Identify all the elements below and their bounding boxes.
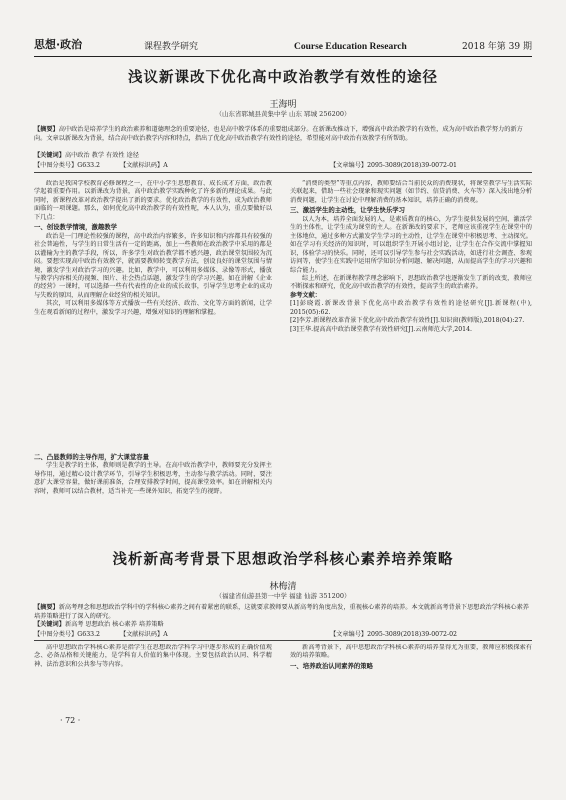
abstract-label: 【摘要】 xyxy=(34,604,59,611)
keywords-label: 【关键词】 xyxy=(34,152,65,159)
body-paragraph: 高中思想政治学科核心素养是指学生在思想政治学科学习中逐步形成的正确价值观念、必备品格和关键能力，是学科育人价值的集中体现。主要包括政治认同、科学精神、法治意识和公共参与等内容。 xyxy=(34,644,272,668)
reference-item: [2]李芳.新课程改革背景下优化高中政治教学有效性[J].知识窗(教师版),2018(04):27. xyxy=(290,317,525,325)
article2-id: 【文章编号】2095-3089(2018)39-0072-02 xyxy=(330,631,457,638)
article1-keywords xyxy=(34,152,532,161)
article2-keywords xyxy=(34,621,532,630)
page-number: · 72 · xyxy=(60,716,81,725)
article1-id: 【文章编号】2095-3089(2018)39-0072-01 xyxy=(330,162,457,169)
page-header xyxy=(34,40,532,54)
section-heading: 二、凸显教师的主导作用，扩大课堂容量 xyxy=(34,453,150,461)
article2-left-column xyxy=(34,644,272,704)
section-label: 思想·政治 xyxy=(34,38,83,51)
keywords-label: 【关键词】 xyxy=(34,621,65,628)
body-paragraph: 以人为本，培养全面发展的人，是素质教育的核心，为学生提供发展的空间，激活学生的主体性，让学生成为课堂的主人。在新课改的要求下，老师应该重视学生在课堂中的主体地位，通过多种方式激发学生学习的主动性，让学生在课堂中积极思考、主动探究。如在学习有关经济的知识时，可以组织学生开展小组讨论，让学生在合作交流中掌握知识，体验学习的快乐。同时，还可以引导学生参与社会实践活动，如进行社会调查、参观访问等，使学生在实践中运用所学知识分析问题、解决问题，从而提高学生的学习兴趣和综合能力。 xyxy=(290,215,532,274)
section-heading: 三、激活学生的主动性，让学生快乐学习 xyxy=(290,206,406,215)
column-label: 课程教学研究 xyxy=(144,42,199,52)
article2-author: 林梅清 xyxy=(269,582,297,592)
article2-title: 浅析新高考背景下思想政治学科核心素养培养策略 xyxy=(112,551,454,568)
header-rule xyxy=(34,56,532,57)
journal-name: Course Education Research xyxy=(294,42,407,52)
article2-classification xyxy=(34,631,532,639)
article2-rule xyxy=(34,640,532,641)
document-code: 【文献标识码】A xyxy=(119,162,168,169)
article1-title: 浅议新课改下优化高中政治教学有效性的途径 xyxy=(128,69,438,86)
reference-item: [1]彭晓霞.新课改背景下优化高中政治教学有效性的途径研究[J].新课程(中), 2015(05):62. xyxy=(290,300,532,316)
keywords-text: 高中政治 教学 有效性 途径 xyxy=(64,152,139,159)
abstract-text: 新高考理念和思想政治学科中的学科核心素养之间有着紧密的联系，这就要求教师要从新高考的角度出发，重视核心素养的培养。本文就新高考背景下思想政治学科核心素养培养策略进行了深入的研究。 xyxy=(34,604,529,620)
article1-rule xyxy=(34,172,532,173)
article1-classification xyxy=(34,162,532,170)
body-paragraph: 政治是我国学校教育必修课程之一，在中小学生思想教育、成长成才方面，政治教学起着重要作用。以新课改为背景，高中政治教学实践种化了许多新的理论成果。与此同时，新课程改革对政治教学提出了新的要求。优化政治教学的有效性，成为政治教师面临的一项课题。那么，如何优化高中政治教学的有效性呢，本人认为，重点要做好以下几点： xyxy=(34,180,272,221)
section-heading: 一、培养政治认同素养的策略 xyxy=(290,661,374,670)
body-paragraph: 新高考背景下，高中思想政治学科核心素养的培养显得尤为重要，教师应积极探索有效的培养策略。 xyxy=(290,644,532,660)
class-number: 【中图分类号】G633.2 xyxy=(34,162,100,169)
body-paragraph: 综上所述，在新课程教学理念影响下，思想政治教学也逐渐发生了新的改变，教师应不断探索和研究，优化高中政治教学的有效性，提高学生的政治素养。 xyxy=(290,274,532,291)
body-paragraph: 政治是一门理论性较强的课程，高中政治内容繁多，许多知识和内容都具有较强的社会普遍性，与学生的日常生活有一定的距离，加上一些教师在政治教学中采用的都是以灌输为主的教学手段，所以，许多学生对政治教学都不感兴趣，政治课堂氛围较为沉闷。要想实现高中政治有效教学，就需要教师转变教学方法，创设良好的课堂氛围与情境，激发学生对政治学习的兴趣。比如，教学中，可以利用多媒体、录像等形式，播放与教学内容相关的视频、图片、社会热点话题，激发学生的学习兴趣。如在讲解《企业的经营》一课时，可以选择一些有代表性的企业的成长故事，引导学生思考企业的成功与失败的原因，从而理解企业经营的相关知识。 xyxy=(34,232,272,299)
article1-left-column xyxy=(34,180,272,450)
article2-abstract xyxy=(34,604,532,621)
reference-item: [3]王华.提高高中政治课堂教学有效性研究[J].云南师范大学,2014. xyxy=(290,325,472,333)
keywords-text: 新高考 思想政治 核心素养 培养策略 xyxy=(64,621,164,628)
references-heading: 参考文献： xyxy=(290,291,321,299)
article2-right-column xyxy=(290,644,532,704)
abstract-text: 高中政治是培养学生的政治素养和道德理念的重要途径，也是高中教学体系的重要组成部分。在新课改推动下，增强高中政治教学的有效性，成为高中政治教学努力的新方向。文章以新课改为背景，结合高中政治教学内容和特点，指出了优化高中政治教学有效性的途径，希望能对高中政治有效教学有所帮助。 xyxy=(34,126,523,142)
article2-affiliation: （福建省仙游县第一中学 福建 仙游 351200） xyxy=(215,592,351,600)
body-paragraph: “消费的类型”等重点内容，教师要结合当前民众的消费现状，将课堂教学与生活实际关联起来，借助一些社会现象和现实问题（如节约、信贷消费、火车等）深入浅出地分析消费问题，让学生在讨论中理解消费的基本知识，培养正确的消费观。 xyxy=(290,180,532,204)
article1-left-column-lower xyxy=(34,452,272,532)
issue-label: 2018 年第 39 期 xyxy=(462,42,532,52)
abstract-label: 【摘要】 xyxy=(34,126,59,133)
article1-author: 王海明 xyxy=(269,100,297,110)
body-paragraph: 其次，可以利用多媒体等方式播放一些有关经济、政治、文化等方面的新闻，让学生在观看新闻的过程中，激发学习兴趣，增强对知识的理解和掌握。 xyxy=(34,300,272,316)
class-number: 【中图分类号】G633.2 xyxy=(34,631,100,638)
document-code: 【文献标识码】A xyxy=(119,631,168,638)
article1-right-column xyxy=(290,180,532,530)
body-paragraph: 学生是教学的主体，教师则是教学的主导。在高中政治教学中，教师要充分发挥主导作用，通过精心设计教学环节，引导学生积极思考，主动参与教学活动。同时，要注意扩大课堂容量，做好课前准备，合理安排教学时间，提高课堂效率。如在讲解相关内容时，教师可以结合教材，适当补充一些课外知识，拓宽学生的视野。 xyxy=(34,462,272,495)
section-heading: 一、创设教学情境，激趣教学 xyxy=(34,223,118,232)
article1-affiliation: （山东省郓城县黄集中学 山东 郓城 256200） xyxy=(215,110,351,118)
article1-abstract xyxy=(34,126,532,143)
